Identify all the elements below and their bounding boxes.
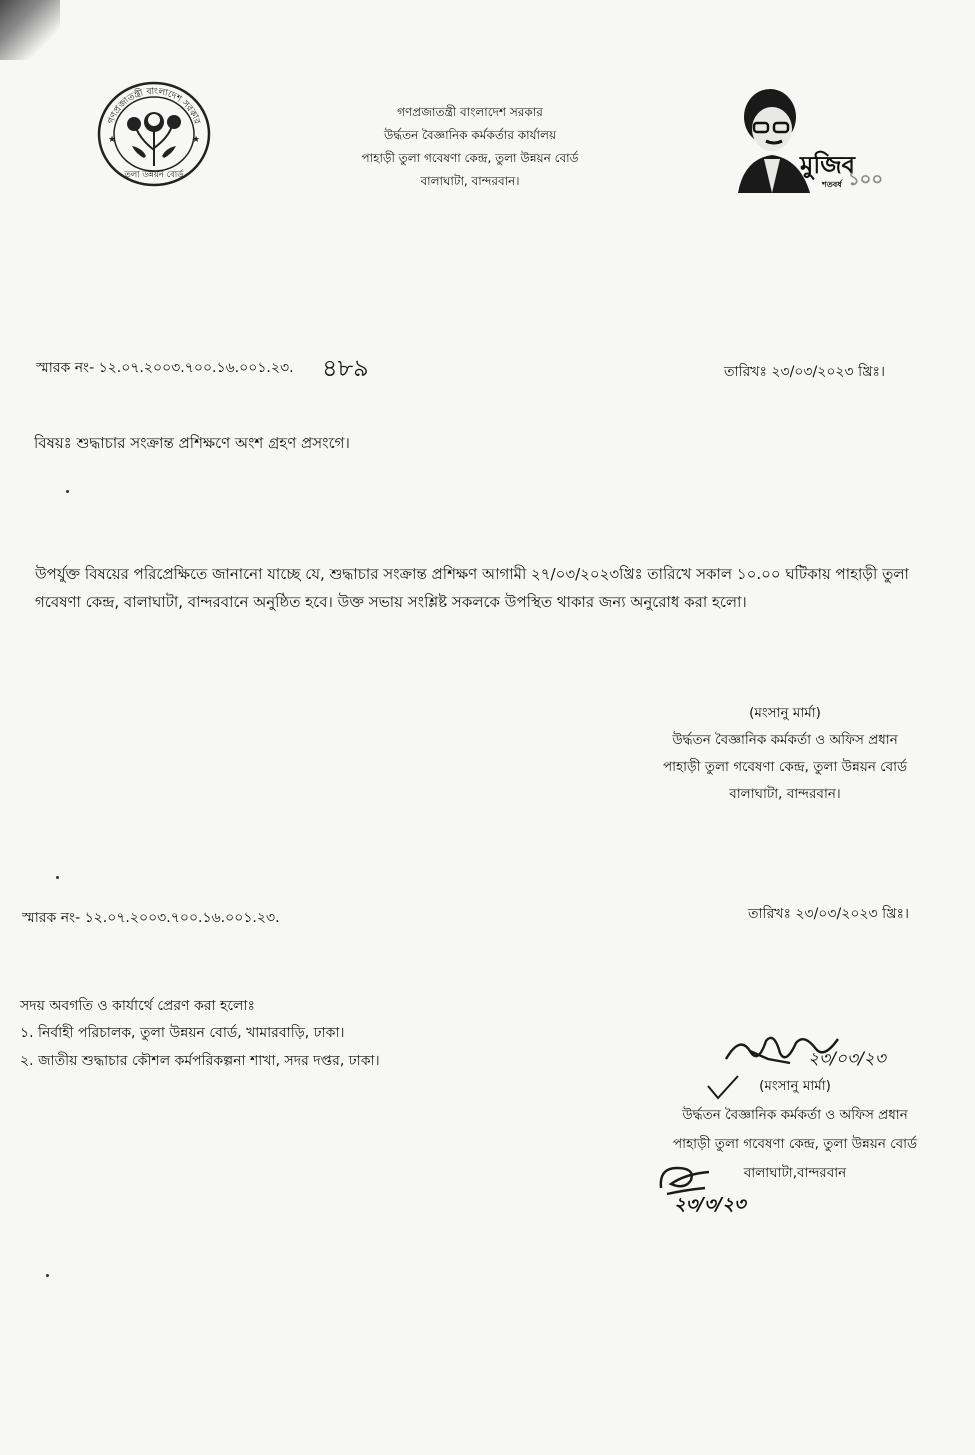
memo-date: তারিখঃ ২৩/০৩/২০২৩ খ্রিঃ।	[724, 364, 885, 380]
signatory2-location: বালাঘাটা,বান্দরবান	[743, 1165, 847, 1181]
signatory-designation: উর্দ্ধতন বৈজ্ঞানিক কর্মকর্তা ও অফিস প্রধান	[672, 732, 898, 748]
signature-block	[640, 700, 930, 808]
body-paragraph: উপর্যুক্ত বিষয়ের পরিপ্রেক্ষিতে জানানো যাচ্ছে যে, শুদ্ধাচার সংক্রান্ত প্রশিক্ষণ আগামী ২৭/০৩/২০২৩খ্রিঃ তারিখে সকাল ১০.০০ ঘটিকায় পাহাড়ী তুলা গবেষণা কেন্দ্র, বালাঘাটা, বান্দরবানে অনুষ্ঠিত হবে। উক্ত সভায় সংশ্লিষ্ট সকলকে উপস্থিত থাকার জন্য অনুরোধ করা হলো।	[35, 565, 909, 611]
scan-dot	[56, 876, 59, 879]
handwritten-date: ২৩/০৩/২৩	[808, 1049, 886, 1069]
subject-line: বিষয়ঃ শুদ্ধাচার সংক্রান্ত প্রশিক্ষণে অংশ গ্রহণ প্রসংগে।	[34, 434, 350, 452]
scan-dot	[66, 490, 69, 493]
handwritten-initial-date: ২৩/৩/২৩	[674, 1194, 746, 1215]
scan-dot	[46, 1274, 49, 1277]
signatory2-office: পাহাড়ী তুলা গবেষণা কেন্দ্র, তুলা উন্নয়ন বোর্ড	[672, 1136, 918, 1152]
signatory-name: (মংসানু মার্মা)	[749, 705, 821, 721]
cotton-board-seal	[96, 80, 212, 188]
header-center: পাহাড়ী তুলা গবেষণা কেন্দ্র, তুলা উন্নয়ন বোর্ড	[361, 151, 579, 165]
memo2-reference: স্মারক নং- ১২.০৭.২০০৩.৭০০.১৬.০০১.২৩.	[22, 910, 280, 926]
cotton-plant-icon	[96, 80, 212, 188]
memo-handwritten-number: ৪৮৯	[322, 354, 369, 382]
distribution-heading: সদয় অবগতি ও কার্যার্থে প্রেরণ করা হলোঃ	[20, 998, 255, 1014]
seal-ring-text: গণপ্রজাতন্ত্রী বাংলাদেশ সরকার	[106, 86, 202, 126]
signatory-location: বালাঘাটা, বান্দরবান।	[729, 786, 841, 802]
scan-corner-shadow	[0, 0, 60, 60]
svg-text:★: ★	[192, 135, 201, 145]
svg-text:★: ★	[108, 135, 117, 145]
signatory-office: পাহাড়ী তুলা গবেষণা কেন্দ্র, তুলা উন্নয়ন বোর্ড	[662, 759, 908, 775]
signatory2-designation: উর্দ্ধতন বৈজ্ঞানিক কর্মকর্তা ও অফিস প্রধান	[682, 1107, 908, 1123]
header-office: উর্দ্ধতন বৈজ্ঞানিক কর্মকর্তার কার্যালয়	[383, 128, 557, 142]
signatory2-name: (মংসানু মার্মা)	[759, 1078, 831, 1094]
header-government: গণপ্রজাতন্ত্রী বাংলাদেশ সরকার	[397, 105, 543, 119]
header-location: বালাঘাটা, বান্দরবান।	[420, 174, 520, 188]
portrait-number: ১০০	[848, 169, 884, 190]
portrait-caption-small: শতবর্ষ	[822, 180, 842, 189]
distribution-item: ১. নির্বাহী পরিচালক, তুলা উন্নয়ন বোর্ড, খামারবাড়ি, ঢাকা।	[20, 1025, 345, 1041]
memo-reference: স্মারক নং- ১২.০৭.২০০৩.৭০০.১৬.০০১.২৩.	[36, 360, 294, 376]
distribution-item: ২. জাতীয় শুদ্ধাচার কৌশল কর্মপরিকল্পনা শাখা, সদর দপ্তর, ঢাকা।	[20, 1053, 380, 1069]
seal-bottom-text: তুলা উন্নয়ন বোর্ড	[124, 170, 184, 180]
memo2-date: তারিখঃ ২৩/০৩/২০২৩ খ্রিঃ।	[748, 906, 909, 922]
portrait-caption: মুজিব	[800, 151, 856, 179]
mujib-centenary-logo	[730, 85, 884, 193]
